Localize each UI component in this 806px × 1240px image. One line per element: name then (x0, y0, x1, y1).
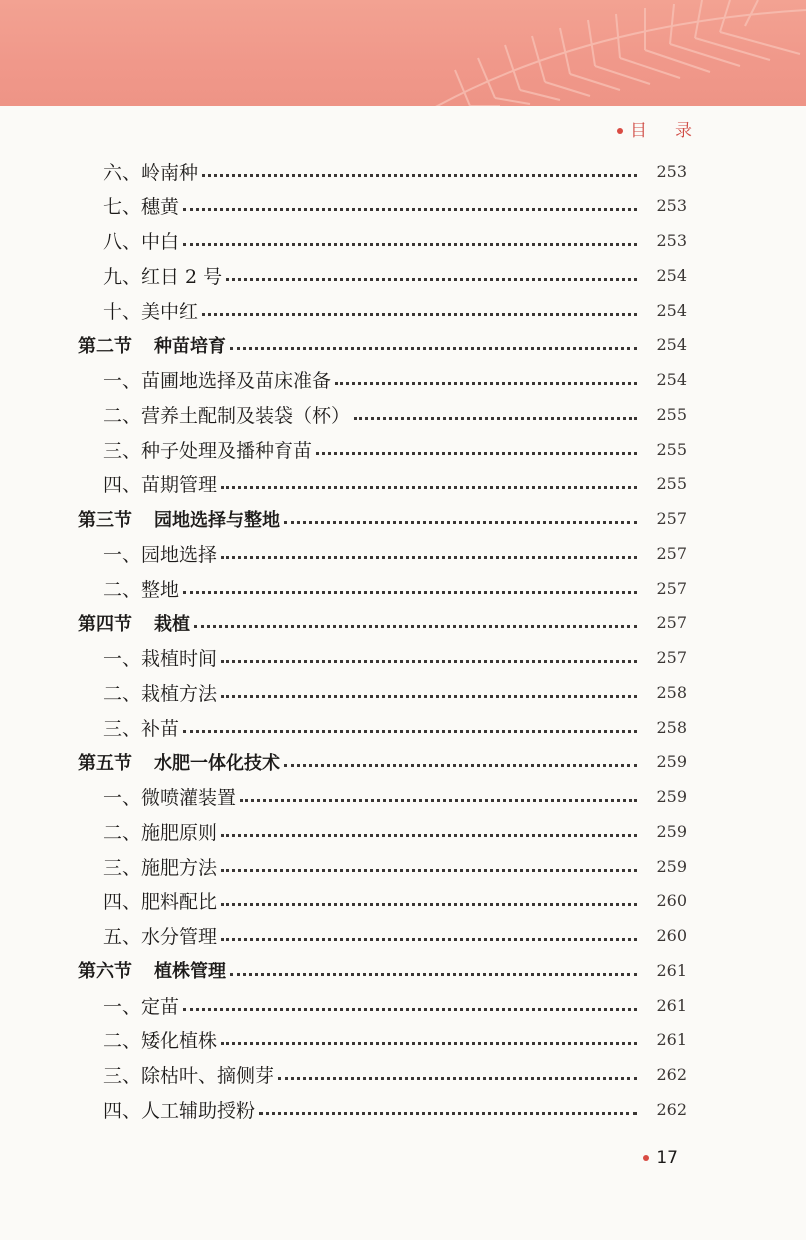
toc-item-label: 二、营养土配制及装袋（杯） (103, 404, 351, 427)
bullet-dot-icon (643, 1155, 649, 1161)
running-header (617, 116, 694, 141)
section-title: 种苗培育 (154, 335, 226, 357)
section-title: 栽植 (154, 613, 190, 635)
toc-item-row (103, 537, 687, 569)
toc-item-row (103, 364, 687, 396)
toc-section-row (78, 607, 687, 639)
toc-page-number: 255 (656, 474, 687, 494)
toc-page-number: 261 (656, 995, 687, 1015)
toc-item-label: 八、中白 (103, 231, 180, 253)
bullet-dot-icon (617, 128, 623, 134)
page-number-value: 17 (656, 1148, 678, 1168)
dot-leader (183, 208, 637, 211)
toc-item-row (103, 190, 687, 222)
toc-page-number: 261 (656, 960, 687, 980)
dot-leader (230, 973, 637, 976)
toc-page-number: 254 (656, 265, 687, 285)
dot-leader (226, 278, 637, 281)
dot-leader (316, 452, 637, 455)
toc-item-label: 一、微喷灌装置 (103, 787, 237, 809)
toc-page-number: 257 (656, 543, 687, 563)
dot-leader (221, 1042, 637, 1045)
toc-item-label: 一、园地选择 (103, 543, 218, 566)
toc-item-row (103, 572, 687, 604)
toc-page-number: 259 (656, 787, 687, 806)
toc-page-number: 258 (656, 717, 687, 737)
toc-item-label: 二、施肥原则 (103, 821, 218, 844)
toc-item-row (103, 433, 687, 465)
dot-leader (194, 625, 637, 628)
toc-item-row (103, 711, 687, 743)
toc-item-label: 二、矮化植株 (103, 1030, 218, 1053)
toc-page-number: 258 (656, 682, 687, 702)
toc-item-label: 七、穗黄 (103, 196, 180, 219)
dot-leader (202, 313, 637, 316)
dot-leader (354, 417, 637, 420)
dot-leader (221, 556, 637, 559)
toc-item-label: 三、除枯叶、摘侧芽 (103, 1065, 275, 1087)
toc-page-number: 254 (656, 370, 687, 389)
section-number: 第三节 (78, 509, 132, 531)
toc-item-row (103, 1059, 687, 1091)
toc-item-row (103, 920, 687, 952)
dot-leader (240, 799, 637, 802)
toc-page-number: 260 (656, 891, 687, 911)
dot-leader (183, 243, 637, 246)
toc-section-row (78, 954, 687, 986)
toc-item-label: 四、人工辅助授粉 (103, 1099, 256, 1122)
toc-page-number: 262 (656, 1099, 687, 1119)
toc-page-number: 259 (656, 752, 687, 772)
dot-leader (221, 834, 637, 837)
toc-item-label: 四、苗期管理 (103, 474, 218, 497)
dot-leader (259, 1112, 637, 1115)
dot-leader (284, 521, 637, 524)
toc-page-number: 255 (656, 404, 687, 424)
toc-page-number: 259 (656, 821, 687, 841)
header-label-2: 录 (675, 121, 694, 141)
toc-item-label: 一、栽植时间 (103, 648, 218, 670)
toc-item-row (103, 850, 687, 882)
toc-item-row (103, 1093, 687, 1125)
section-title: 园地选择与整地 (154, 509, 280, 531)
toc-item-row (103, 155, 687, 187)
toc-page-number: 253 (656, 161, 687, 181)
toc-item-label: 二、整地 (103, 578, 180, 601)
toc-item-label: 三、施肥方法 (103, 856, 218, 879)
dot-leader (183, 591, 637, 594)
toc-page-number: 261 (656, 1030, 687, 1050)
toc-page-number: 255 (656, 439, 687, 459)
dot-leader (278, 1077, 637, 1080)
dot-leader (221, 869, 637, 872)
toc-page-number: 257 (656, 648, 687, 667)
toc-item-row (103, 642, 687, 674)
dot-leader (221, 660, 637, 663)
toc-item-label: 一、定苗 (103, 995, 180, 1018)
toc-item-label: 九、红日 2 号 (103, 265, 223, 288)
toc-page-number: 262 (656, 1065, 687, 1084)
section-number: 第四节 (78, 613, 132, 635)
dot-leader (335, 382, 637, 385)
palm-leaf-decoration (0, 0, 806, 106)
toc-page-number: 257 (656, 613, 687, 633)
toc-section-row (78, 746, 687, 778)
toc-item-row (103, 225, 687, 257)
toc-item-row (103, 885, 687, 917)
toc-item-label: 一、苗圃地选择及苗床准备 (103, 370, 332, 392)
toc-item-label: 二、栽植方法 (103, 682, 218, 705)
toc-page-number: 257 (656, 509, 687, 528)
toc-page-number: 254 (656, 335, 687, 355)
toc-item-row (103, 815, 687, 847)
toc-item-row (103, 676, 687, 708)
header-banner (0, 0, 806, 106)
toc-item-label: 六、岭南种 (103, 161, 199, 184)
toc-section-row (78, 503, 687, 535)
toc-item-row (103, 398, 687, 430)
dot-leader (221, 938, 637, 941)
section-number: 第五节 (78, 752, 132, 774)
toc-item-row (103, 468, 687, 500)
dot-leader (221, 695, 637, 698)
toc-page-number: 253 (656, 231, 687, 250)
section-number: 第六节 (78, 961, 132, 983)
dot-leader (202, 174, 637, 177)
toc-page-number: 260 (656, 926, 687, 945)
section-title: 植株管理 (154, 961, 226, 983)
toc-page-number: 253 (656, 196, 687, 216)
toc-item-row (103, 989, 687, 1021)
toc-item-label: 十、美中红 (103, 300, 199, 323)
toc-item-label: 四、肥料配比 (103, 891, 218, 914)
dot-leader (284, 764, 637, 767)
toc-item-label: 三、种子处理及播种育苗 (103, 439, 313, 462)
dot-leader (183, 730, 637, 733)
toc-page-number: 259 (656, 856, 687, 876)
toc-item-row (103, 259, 687, 291)
toc-item-row (103, 1024, 687, 1056)
dot-leader (221, 486, 637, 489)
toc-item-row (103, 781, 687, 813)
toc-section-row (78, 329, 687, 361)
section-number: 第二节 (78, 335, 132, 357)
dot-leader (221, 903, 637, 906)
toc-item-label: 五、水分管理 (103, 926, 218, 948)
toc-item-label: 三、补苗 (103, 717, 180, 740)
page-number (643, 1148, 678, 1168)
toc-item-row (103, 294, 687, 326)
dot-leader (183, 1008, 637, 1011)
toc-page-number: 254 (656, 300, 687, 320)
header-label-1: 目 (630, 121, 649, 141)
toc-page-number: 257 (656, 578, 687, 598)
section-title: 水肥一体化技术 (154, 752, 280, 774)
dot-leader (230, 347, 637, 350)
